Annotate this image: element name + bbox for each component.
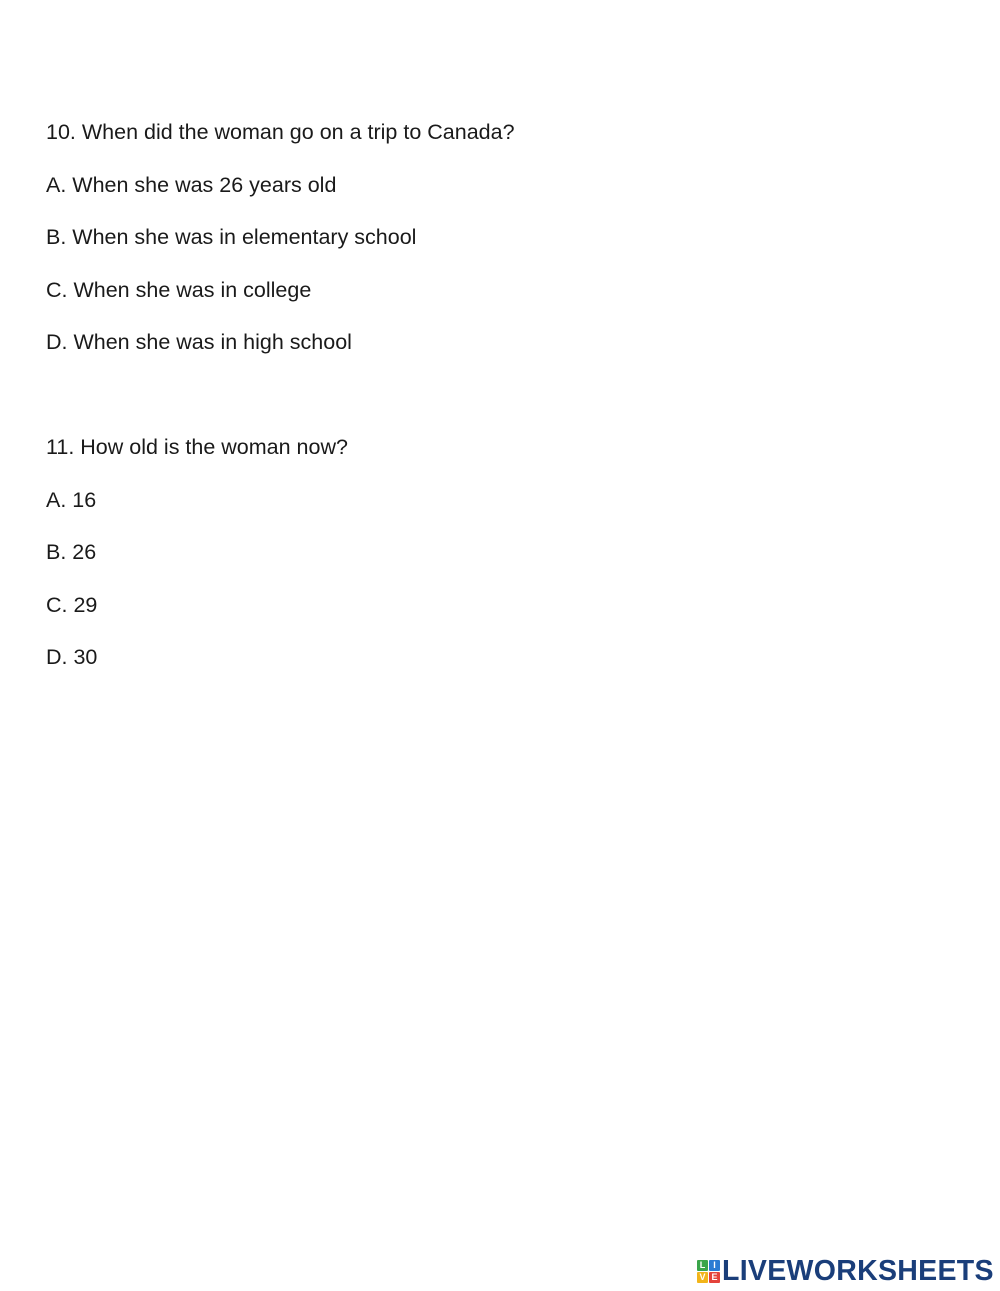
question-11-option-d: D. 30 — [46, 645, 98, 669]
logo-block-l: L — [697, 1260, 708, 1271]
question-10-option-b: B. When she was in elementary school — [46, 225, 417, 249]
logo-text: LIVEWORKSHEETS — [722, 1255, 994, 1287]
liveworksheets-logo — [697, 1257, 994, 1285]
question-11-option-a: A. 16 — [46, 488, 97, 512]
logo-block-v: V — [697, 1272, 708, 1283]
question-10-option-d: D. When she was in high school — [46, 330, 352, 354]
logo-blocks-icon — [697, 1260, 720, 1283]
question-11-option-c: C. 29 — [46, 593, 98, 617]
question-10-option-a: A. When she was 26 years old — [46, 173, 337, 197]
logo-block-e: E — [709, 1272, 720, 1283]
question-10-prompt: 10. When did the woman go on a trip to Canada? — [46, 120, 515, 144]
question-11-prompt: 11. How old is the woman now? — [46, 435, 348, 459]
question-10-option-c: C. When she was in college — [46, 278, 312, 302]
logo-block-i: I — [709, 1260, 720, 1271]
question-11-option-b: B. 26 — [46, 540, 97, 564]
